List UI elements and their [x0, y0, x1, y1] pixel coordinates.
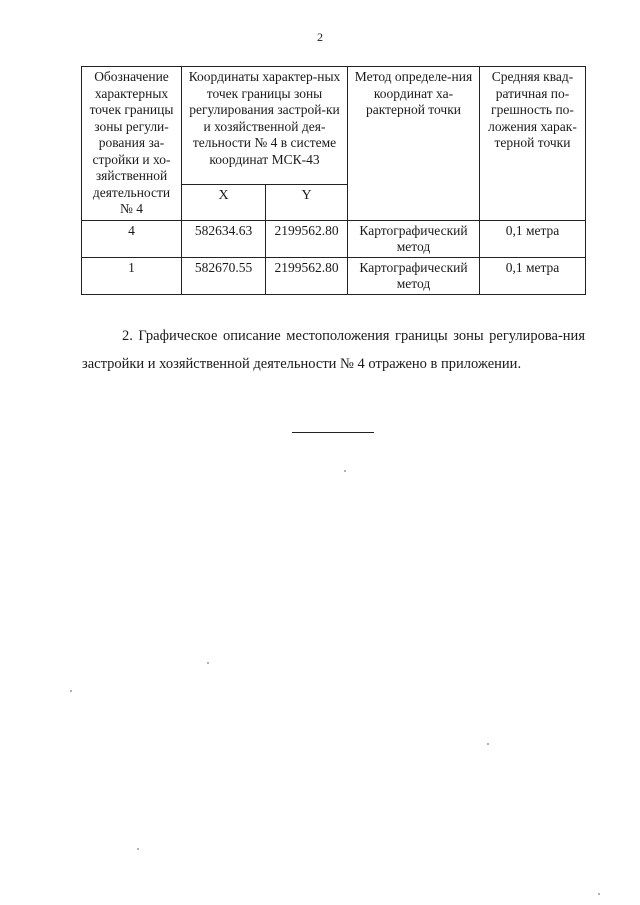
table-row	[82, 257, 586, 294]
cell-point: 4	[82, 220, 182, 257]
scan-speck	[344, 470, 346, 472]
cell-method: Картографический метод	[348, 257, 480, 294]
header-coordinates: Координаты характер-ных точек границы зоны регулирования застрой-ки и хозяйственной дея-тельности № 4 в системе координат МСК-43	[182, 67, 348, 185]
body-paragraph: 2. Графическое описание местоположения границы зоны регулирова-ния застройки и хозяйственной деятельности № 4 отражено в приложении.	[82, 328, 585, 372]
cell-y: 2199562.80	[266, 220, 348, 257]
scan-speck	[137, 848, 139, 850]
header-error: Средняя квад-ратичная по-грешность по-ложения харак-терной точки	[480, 67, 586, 221]
cell-error: 0,1 метра	[480, 220, 586, 257]
header-y: Y	[266, 184, 348, 220]
cell-x: 582634.63	[182, 220, 266, 257]
scan-speck	[598, 893, 600, 895]
header-designation: Обозначение характерных точек границы зоны регули-рования за-стройки и хо-зяйственной деятельности № 4	[82, 67, 182, 221]
coordinates-table	[81, 66, 586, 295]
cell-x: 582670.55	[182, 257, 266, 294]
scan-speck	[207, 662, 209, 664]
scan-speck	[487, 743, 489, 745]
closing-rule	[292, 432, 374, 433]
cell-point: 1	[82, 257, 182, 294]
page-number: 2	[317, 30, 323, 44]
table-row	[82, 220, 586, 257]
header-x: X	[182, 184, 266, 220]
cell-error: 0,1 метра	[480, 257, 586, 294]
cell-method: Картографический метод	[348, 220, 480, 257]
cell-y: 2199562.80	[266, 257, 348, 294]
table-header-row	[82, 67, 586, 185]
header-method: Метод определе-ния координат ха-рактерной точки	[348, 67, 480, 221]
scan-speck	[70, 690, 72, 692]
